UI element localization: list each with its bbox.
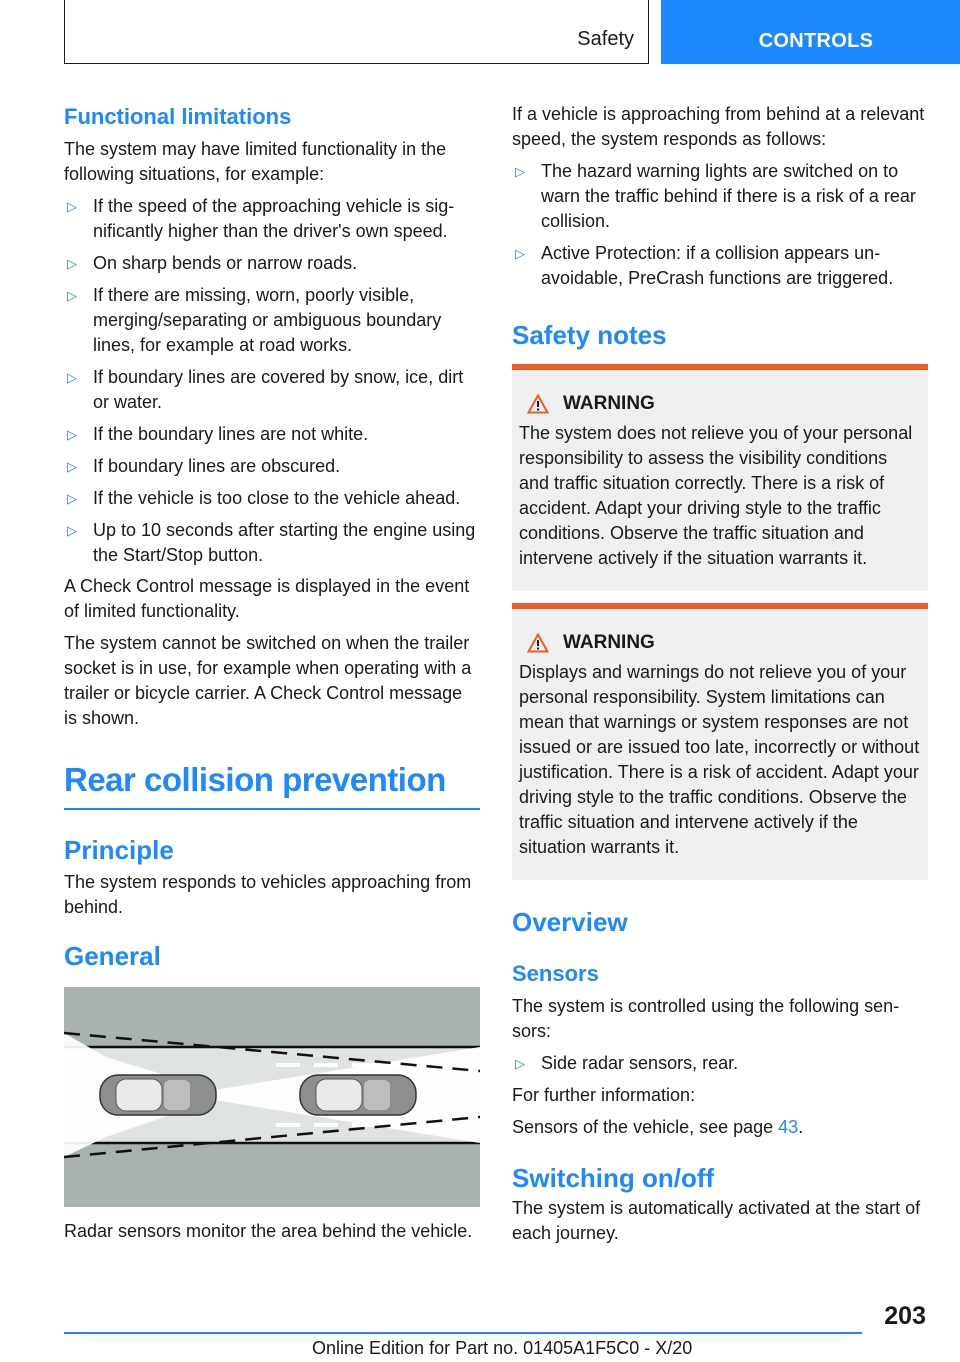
warning-text: Displays and warnings do not relieve you of your personal responsibility. System limitations can mean that warnings or system responses are not issued or are issued too late, incorrectly or without justification. There is a risk of accident. Adapt your driving style to the traffic conditions. Observe the traffic situation and intervene actively if the situation warrants it.	[519, 662, 920, 857]
list-item: ▷ The hazard warning lights are switched on to warn the traffic behind if there is a risk of a rear collision.	[515, 161, 916, 231]
switching-heading: Switching on/off	[512, 1163, 715, 1193]
footer-rule	[64, 1332, 862, 1334]
triangle-right-icon: ▷	[67, 459, 77, 474]
page-reference-link[interactable]: 43	[778, 1117, 799, 1137]
warning-triangle-icon	[527, 394, 549, 414]
front-car	[300, 1075, 416, 1115]
warning-text: The system does not relieve you of your personal responsibility to assess the visibility conditions and traffic situation correctly. There is a risk of accident. Adapt your driving style to the traffic conditions. Observe the traffic situation and intervene actively if the situation warrants it.	[519, 423, 913, 568]
header-section-title: Safety	[577, 28, 634, 50]
functional-limitations-heading: Functional limitations	[64, 104, 292, 129]
right-column	[512, 100, 928, 1246]
overview-heading: Overview	[512, 907, 628, 937]
triangle-right-icon: ▷	[67, 199, 77, 214]
page-number: 203	[884, 1302, 926, 1330]
warning-title: WARNING	[519, 631, 922, 655]
trailer-note: The system cannot be switched on when the trailer socket is in use, for example when operating with a trailer or bicycle carrier. A Check Control message is shown.	[64, 633, 472, 728]
check-control-message: A Check Control message is displayed in the event of limited functionality.	[64, 576, 470, 621]
list-item: ▷ If boundary lines are obscured.	[64, 454, 480, 479]
principle-text: The system responds to vehicles approaching from behind.	[64, 871, 472, 917]
triangle-right-icon: ▷	[67, 288, 77, 303]
sensors-list	[512, 1051, 928, 1076]
list-item: ▷ If the boundary lines are not white.	[64, 422, 480, 447]
list-item: ▷ On sharp bends or narrow roads.	[64, 251, 480, 276]
rear-car	[100, 1075, 216, 1115]
header-section-box	[64, 0, 649, 64]
sensors-reference: Sensors of the vehicle, see page 43.	[512, 1117, 804, 1137]
triangle-right-icon: ▷	[515, 1056, 525, 1071]
approach-intro: If a vehicle is approaching from behind at a relevant speed, the system responds as follows:	[512, 104, 925, 149]
triangle-right-icon: ▷	[515, 164, 525, 179]
header-chapter-tab[interactable]	[661, 0, 960, 64]
safety-notes-heading: Safety notes	[512, 320, 667, 350]
list-item: ▷ Up to 10 seconds after starting the engine using the Start/Stop button.	[67, 520, 476, 565]
triangle-right-icon: ▷	[67, 370, 77, 385]
sensors-heading: Sensors	[512, 961, 599, 986]
list-item: ▷ If the vehicle is too close to the vehicle ahead.	[64, 486, 480, 511]
figure-caption: Radar sensors monitor the area behind the vehicle.	[64, 1220, 473, 1241]
further-info: For further information:	[512, 1085, 696, 1105]
list-item: ▷ Active Protection: if a collision appears unavoidable, PreCrash functions are triggered.	[515, 243, 894, 288]
warning-triangle-icon	[527, 633, 549, 653]
heading-rule	[64, 808, 480, 810]
triangle-right-icon: ▷	[67, 491, 77, 506]
limitations-list	[64, 194, 480, 568]
radar-illustration	[64, 987, 480, 1207]
list-item: ▷ Side radar sensors, rear.	[512, 1051, 928, 1076]
warning-box	[512, 603, 928, 880]
left-column	[64, 100, 480, 1244]
triangle-right-icon: ▷	[67, 523, 77, 538]
list-item: ▷ If the speed of the approaching vehicle is significantly higher than the driver's own speed.	[67, 196, 455, 241]
triangle-right-icon: ▷	[515, 246, 525, 261]
principle-heading: Principle	[64, 834, 174, 865]
list-item: ▷ If boundary lines are covered by snow, ice, dirt or water.	[67, 367, 464, 412]
switching-text: The system is automatically activated at the start of each journey.	[512, 1198, 921, 1243]
warning-title: WARNING	[519, 392, 922, 416]
triangle-right-icon: ▷	[67, 427, 77, 442]
header-chapter-title: CONTROLS	[758, 30, 874, 52]
triangle-right-icon: ▷	[67, 256, 77, 271]
responses-list	[512, 159, 928, 291]
general-heading: General	[64, 940, 161, 971]
radar-diagram	[64, 987, 480, 1207]
warning-box	[512, 364, 928, 591]
footer-edition: Online Edition for Part no. 01405A1F5C0 - X/20	[312, 1338, 693, 1358]
functional-intro: The system may have limited functionality in the following situations, for example:	[64, 139, 447, 184]
list-item: ▷ If there are missing, worn, poorly visible, merging/separating or ambiguous boundary lines, for example at road works.	[67, 285, 442, 355]
sensors-intro: The system is controlled using the following sensors:	[512, 996, 900, 1041]
rear-collision-heading: Rear collision prevention	[64, 761, 446, 798]
